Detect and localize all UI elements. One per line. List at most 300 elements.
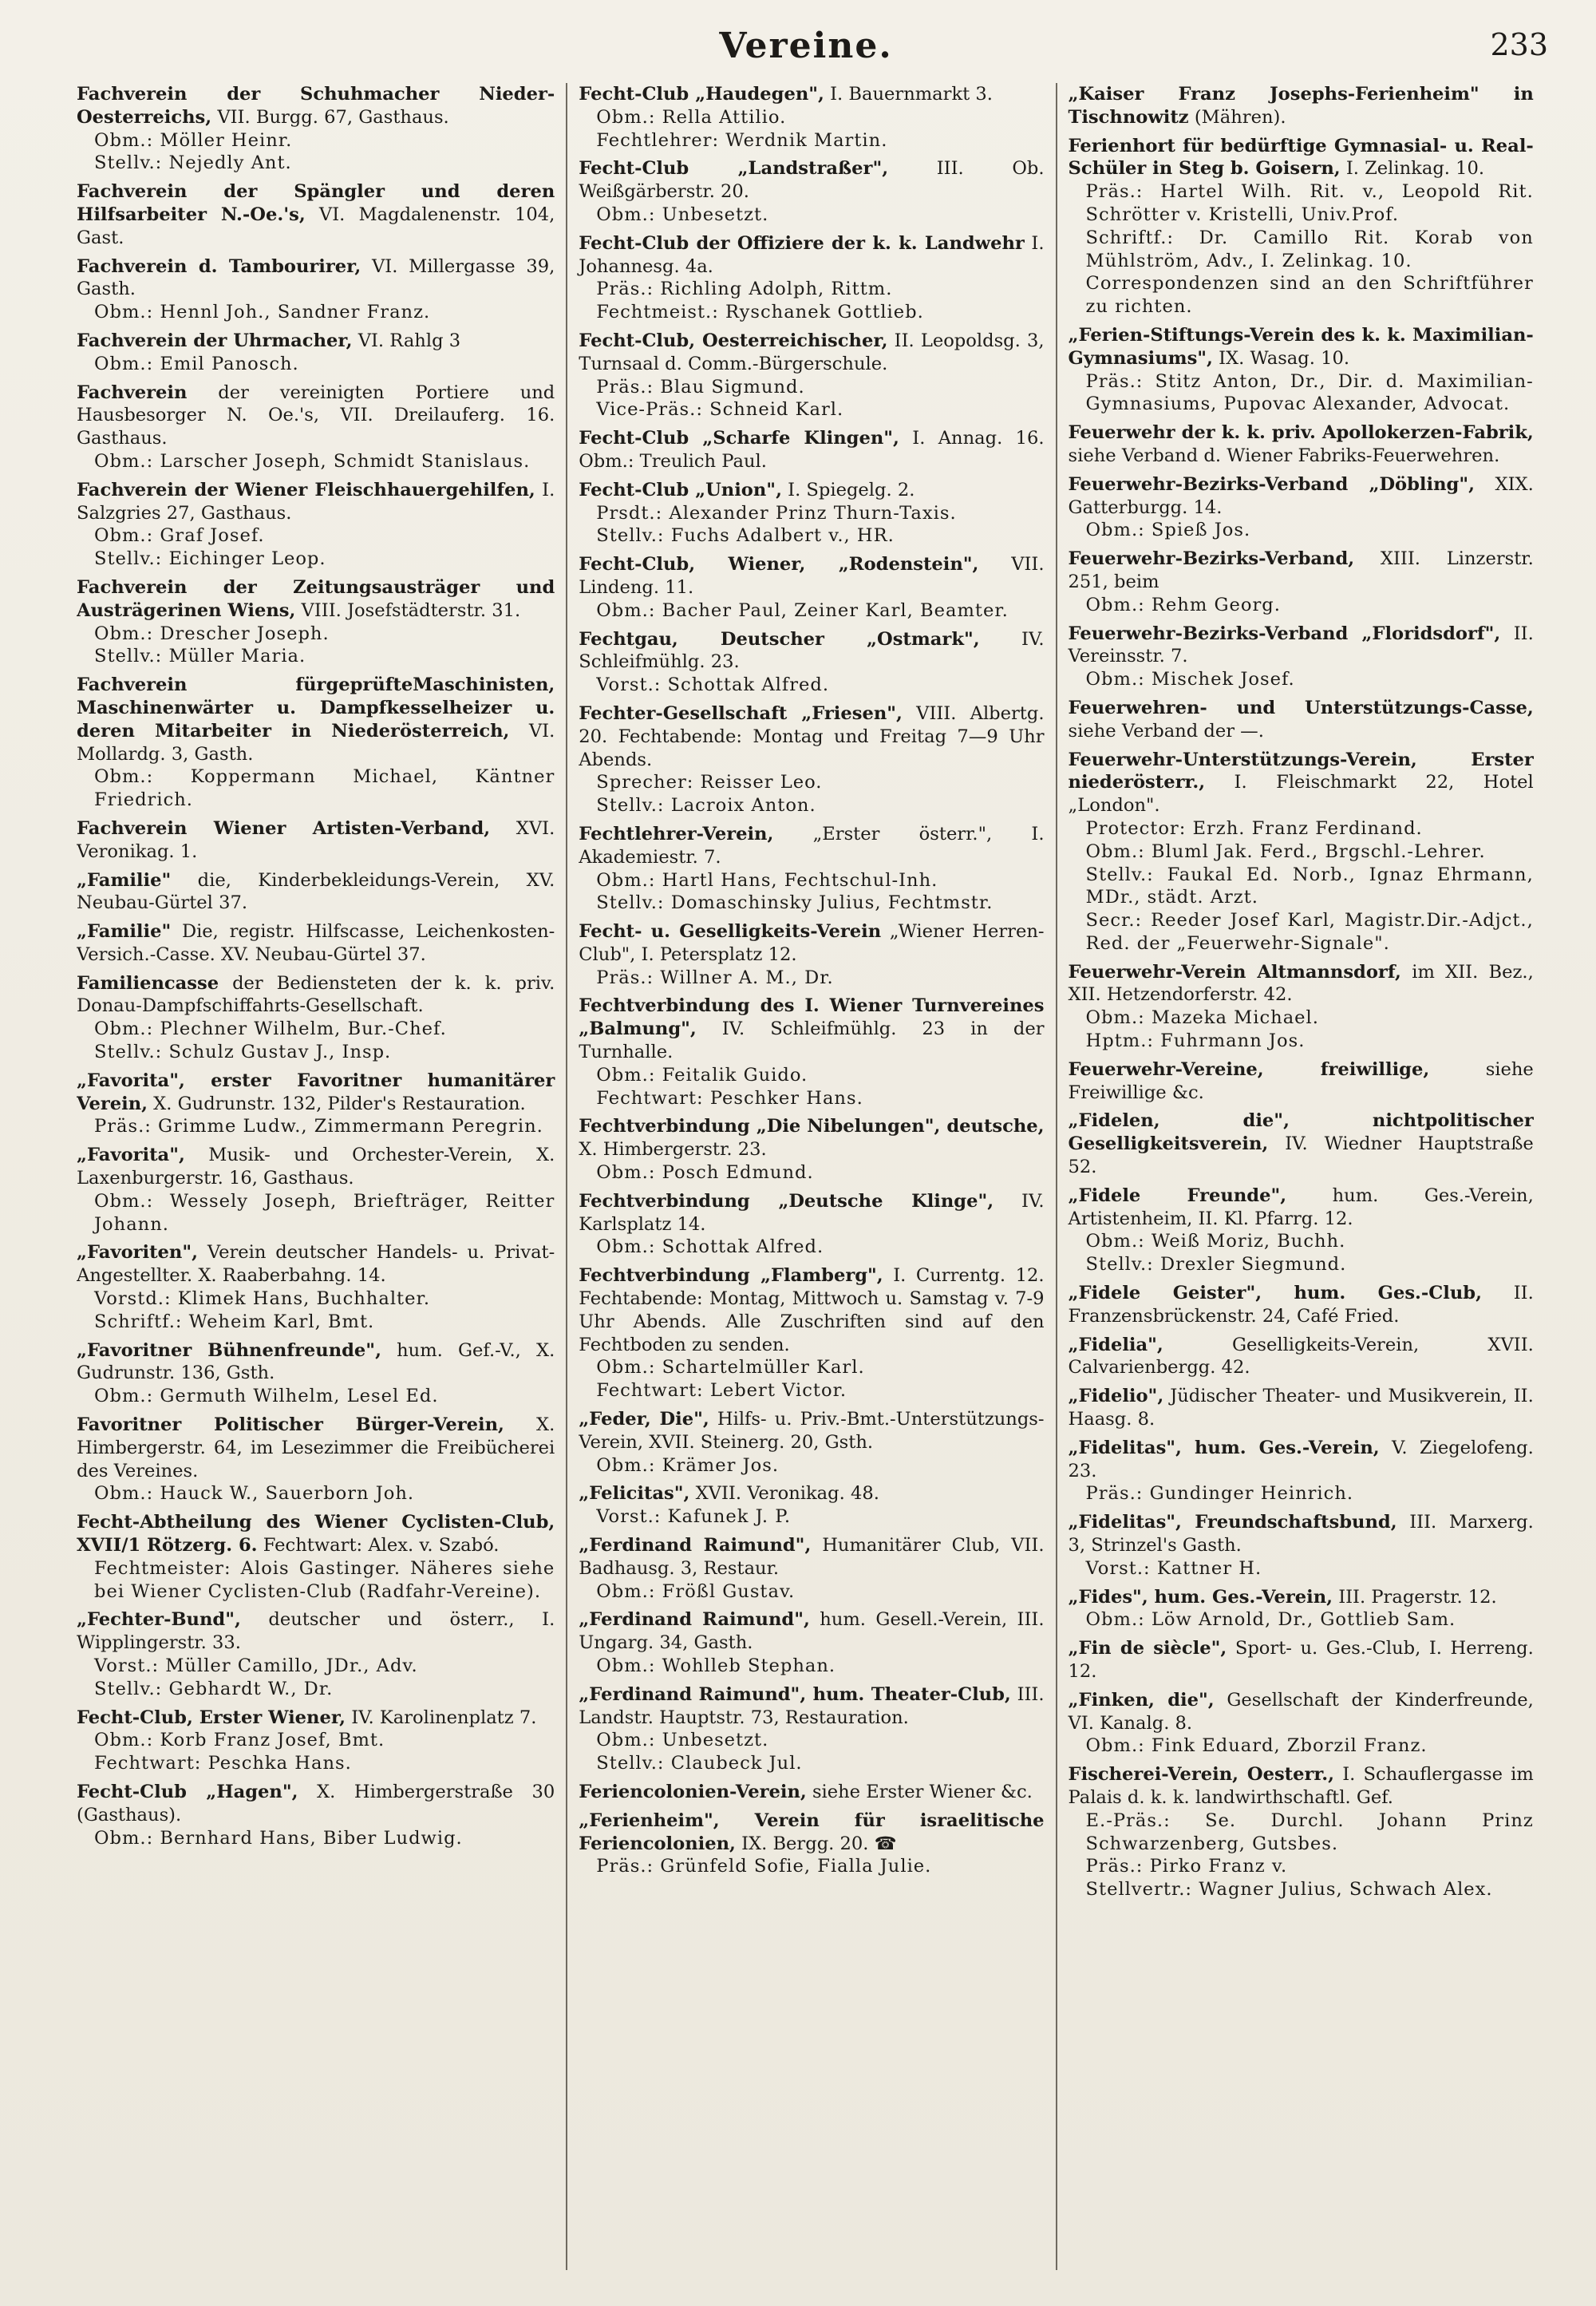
entry-first-line (1069, 421, 1534, 468)
entry-address: siehe Verband d. Wiener Fabriks-Feuerwehren. (1068, 445, 1500, 466)
entry-name: „Favoritner Bühnenfreunde", (77, 1339, 381, 1361)
directory-entry (579, 1781, 1044, 1804)
entry-detail-line: Fechtmeist.: Ryschanek Gottlieb. (596, 302, 924, 323)
entry-name: „Fidelio", (1068, 1386, 1164, 1407)
entry-name: „Fidelia", (1068, 1334, 1163, 1355)
entry-name: „Fin de siècle", (1068, 1638, 1227, 1659)
directory-entry (1069, 135, 1534, 318)
directory-entry (579, 553, 1044, 622)
entry-address: I. Schauflergasse im Palais d. k. k. landwirthschaftl. Gef. (1068, 1764, 1534, 1808)
page-number: 233 (1490, 27, 1548, 62)
entry-name: Fechtlehrer-Verein, (579, 823, 774, 844)
entry-first-line (579, 1810, 1044, 1856)
entry-name: Fachverein fürgeprüfteMaschinisten, Maschinenwärter u. Dampfkesselheizer u. deren Mitarbeiter in Niederösterreich, (77, 674, 555, 742)
directory-entry (579, 995, 1044, 1109)
entry-detail-line: Fechtlehrer: Werdnik Martin. (596, 129, 888, 151)
entry-first-line (1069, 1637, 1534, 1683)
entry-first-line (1069, 1385, 1534, 1431)
directory-entry (77, 1070, 555, 1138)
entry-address: Musik- und Orchester-Verein, X. Laxenburgerstr. 16, Gasthaus. (77, 1145, 555, 1189)
entry-detail-line: Sprecher: Reisser Leo. (596, 772, 823, 793)
directory-entry (77, 869, 555, 916)
entry-name: Fecht-Club „Hagen", (77, 1781, 298, 1802)
entry-address: VI. Rahlg 3 (358, 330, 461, 351)
entry-address: siehe Erster Wiener &c. (812, 1781, 1033, 1802)
entry-detail-line: Stellvertr.: Wagner Julius, Schwach Alex. (1085, 1879, 1493, 1901)
entry-detail-line: Stellv.: Faukal Ed. Norb., Ignaz Ehrmann, MDr., städt. Arzt. (1085, 864, 1534, 908)
entry-address: Fechtwart: Alex. v. Szabó. (263, 1535, 500, 1556)
entry-name: „Felicitas", (579, 1483, 690, 1505)
entry-address: X. Himbergerstr. 64, im Lesezimmer die Freibücherei des Vereines. (77, 1414, 555, 1481)
entry-address: XIX. Gatterburgg. 14. (1068, 473, 1534, 518)
entry-detail-line: Stellv.: Fuchs Adalbert v., HR. (596, 525, 895, 547)
entry-address: VI. Magdalenenstr. 104, Gast. (77, 204, 555, 248)
directory-entry (579, 628, 1044, 697)
entry-name: Fechtverbindung des I. Wiener Turnvereines „Balmung", (579, 995, 1045, 1040)
entry-detail-line: Stellv.: Schulz Gustav J., Insp. (94, 1042, 392, 1063)
entry-first-line (77, 1707, 555, 1730)
entry-first-line (579, 628, 1044, 674)
directory-entry (77, 674, 555, 812)
directory-entry (1069, 1334, 1534, 1380)
column-2 (566, 83, 1055, 2270)
entry-detail-line: Obm.: Löw Arnold, Dr., Gottlieb Sam. (1085, 1609, 1456, 1631)
entry-first-line (579, 702, 1044, 771)
entry-first-line (77, 674, 555, 765)
entry-name: „Familie" (77, 921, 172, 943)
entry-address: Verein deutscher Handels- u. Privat-Angestellter. X. Raaberbahng. 14. (77, 1242, 555, 1287)
directory-entry (77, 180, 555, 249)
entry-first-line (77, 1070, 555, 1116)
entry-address: VII. Lindeng. 11. (579, 554, 1045, 598)
entry-first-line (579, 1408, 1044, 1454)
entry-first-line (579, 920, 1044, 967)
entry-detail-line: Obm.: Unbesetzt. (596, 204, 769, 225)
entry-name: Fechtverbindung „Deutsche Klinge", (579, 1190, 994, 1212)
entry-first-line (77, 330, 555, 353)
directory-entry (1069, 1385, 1534, 1431)
entry-name: Feuerwehr-Unterstützungs-Verein, Erster niederösterr., (1068, 749, 1534, 793)
directory-entry (77, 817, 555, 864)
entry-address: der Bediensteten der k. k. priv. Donau-Dampfschiffahrts-Gesellschaft. (77, 972, 555, 1017)
entry-detail-line: Obm.: Plechner Wilhelm, Bur.-Chef. (94, 1019, 447, 1040)
entry-address: III. Landstr. Hauptstr. 73, Restauration. (579, 1683, 1045, 1728)
entry-first-line (1069, 623, 1534, 669)
entry-first-line (77, 1511, 555, 1557)
entry-first-line (77, 255, 555, 302)
entry-name: „Ferdinand Raimund", hum. Theater-Club, (579, 1683, 1011, 1705)
entry-name: „Ferdinand Raimund", (579, 1535, 812, 1556)
directory-entry (579, 1608, 1044, 1677)
entry-address: I. Annag. 16. Obm.: Treulich Paul. (579, 428, 1045, 472)
entry-detail-line: Obm.: Weiß Moriz, Buchh. (1085, 1231, 1346, 1252)
directory-entry (579, 232, 1044, 324)
directory-entry (1069, 324, 1534, 416)
entry-detail-line: Obm.: Hennl Joh., Sandner Franz. (94, 302, 431, 323)
entry-name: Feriencolonien-Verein, (579, 1781, 807, 1802)
entry-first-line (1069, 961, 1534, 1007)
entry-first-line (579, 232, 1044, 279)
entry-name: „Favoriten", (77, 1242, 198, 1264)
entry-detail-line: Obm.: Möller Heinr. (94, 129, 293, 151)
entry-first-line (579, 479, 1044, 502)
directory-entry (579, 1190, 1044, 1259)
directory-entry (77, 576, 555, 668)
entry-name: Fachverein (77, 382, 188, 403)
entry-name: „Finken, die", (1068, 1689, 1215, 1711)
entry-address: der vereinigten Portiere und Hausbesorger N. Oe.'s, VII. Dreilauferg. 16. Gasthaus. (77, 382, 555, 449)
directory-entry (579, 1534, 1044, 1603)
directory-entry (1069, 473, 1534, 542)
entry-address: Sport- u. Ges.-Club, I. Herreng. 12. (1068, 1638, 1534, 1682)
entry-address: II. Vereinsstr. 7. (1068, 623, 1534, 667)
entry-name: Fecht-Club, Wiener, „Rodenstein", (579, 554, 979, 576)
entry-address: I. Johannesg. 4a. (579, 232, 1045, 277)
entry-first-line (579, 823, 1044, 869)
entry-first-line (77, 479, 555, 525)
entry-detail-line: Präs.: Willner A. M., Dr. (596, 967, 834, 988)
entry-detail-line: Obm.: Schottak Alfred. (596, 1236, 824, 1258)
entry-detail-line: Obm.: Posch Edmund. (596, 1162, 814, 1184)
entry-detail-line: Präs.: Pirko Franz v. (1085, 1856, 1288, 1877)
entry-address: siehe Verband der —. (1068, 720, 1264, 742)
entry-detail-line: Schriftf.: Dr. Camillo Rit. Korab von Mühlström, Adv., I. Zelinkag. 10. (1085, 227, 1534, 271)
entry-first-line (77, 1781, 555, 1827)
directory-entry (579, 1264, 1044, 1402)
entry-detail-line: Präs.: Blau Sigmund. (596, 376, 805, 398)
entry-first-line (579, 1264, 1044, 1356)
directory-entry (77, 1339, 555, 1408)
entry-detail-line: Präs.: Grünfeld Sofie, Fialla Julie. (596, 1856, 932, 1877)
directory-entry (1069, 1637, 1534, 1683)
entry-address: hum. Gef.-V., X. Gudrunstr. 136, Gsth. (77, 1339, 555, 1384)
directory-entry (579, 1482, 1044, 1529)
entry-name: „Kaiser Franz Josephs-Ferienheim" in Tischnowitz (1068, 84, 1534, 128)
directory-entry (579, 1810, 1044, 1878)
entry-detail-line: Präs.: Gundinger Heinrich. (1085, 1483, 1354, 1505)
entry-detail-line: Obm.: Korb Franz Josef, Bmt. (94, 1730, 385, 1751)
entry-first-line (77, 920, 555, 967)
entry-address: „Erster österr.", I. Akademiestr. 7. (579, 823, 1045, 868)
entry-name: „Ferien-Stiftungs-Verein des k. k. Maximilian-Gymnasiums", (1068, 324, 1534, 369)
entry-address: VI. Mollardg. 3, Gasth. (77, 720, 555, 765)
entry-first-line (579, 1781, 1044, 1804)
entry-address: IV. Schleifmühlg. 23. (579, 628, 1045, 673)
entry-detail-line: Stellv.: Gebhardt W., Dr. (94, 1678, 334, 1699)
entry-name: Fechtverbindung „Die Nibelungen", deutsche, (579, 1116, 1045, 1137)
entry-first-line (77, 1339, 555, 1386)
entry-name: Feuerwehr-Verein Altmannsdorf, (1068, 961, 1401, 983)
directory-entry (77, 479, 555, 571)
entry-address: VI. Millergasse 39, Gasth. (77, 255, 555, 300)
entry-first-line (1069, 1185, 1534, 1231)
entry-address: X. Gudrunstr. 132, Pilder's Restauration. (153, 1093, 526, 1114)
entry-first-line (77, 817, 555, 864)
entry-detail-line: Stellv.: Lacroix Anton. (596, 795, 816, 817)
directory-entry (1069, 749, 1534, 955)
entry-detail-line: Präs.: Stitz Anton, Dr., Dir. d. Maximilian-Gymnasiums, Pupovac Alexander, Advocat. (1085, 370, 1534, 415)
entry-first-line (77, 83, 555, 129)
entry-first-line (1069, 324, 1534, 370)
entry-name: Fischerei-Verein, Oesterr., (1068, 1764, 1334, 1786)
entry-first-line (579, 1608, 1044, 1655)
entry-name: Fechter-Gesellschaft „Friesen", (579, 702, 903, 724)
entry-detail-line: Obm.: Drescher Joseph. (94, 623, 330, 644)
entry-address: IX. Wasag. 10. (1219, 347, 1350, 369)
entry-detail-line: Obm.: Germuth Wilhelm, Lesel Ed. (94, 1386, 439, 1407)
entry-name: Fachverein der Spängler und deren Hilfsarbeiter N.-Oe.'s, (77, 181, 555, 225)
directory-entry (77, 1241, 555, 1333)
entry-detail-line: Obm.: Rehm Georg. (1085, 594, 1281, 615)
entry-detail-line: Obm.: Koppermann Michael, Käntner Friedrich. (94, 766, 555, 811)
entry-name: „Feder, Die", (579, 1409, 709, 1430)
entry-first-line (1069, 1689, 1534, 1735)
entry-name: „Fidelitas", Freundschaftsbund, (1068, 1512, 1397, 1533)
directory-entry (579, 427, 1044, 473)
entry-detail-line: Präs.: Richling Adolph, Rittm. (596, 279, 893, 300)
directory-entry (77, 972, 555, 1064)
entry-first-line (579, 995, 1044, 1063)
directory-entry (579, 83, 1044, 152)
entry-address: I. Bauernmarkt 3. (830, 84, 993, 105)
entry-detail-line: Obm.: Frößl Gustav. (596, 1580, 796, 1602)
entry-first-line (77, 1241, 555, 1287)
directory-entry (579, 920, 1044, 989)
directory-entry (1069, 1689, 1534, 1758)
entry-first-line (1069, 1437, 1534, 1483)
entry-address: XIII. Linzerstr. 251, beim (1068, 548, 1534, 592)
directory-entry (77, 1608, 555, 1700)
entry-detail-line: Obm.: Wohlleb Stephan. (596, 1655, 836, 1676)
entry-detail-line: Stellv.: Domaschinsky Julius, Fechtmstr. (596, 892, 994, 914)
entry-first-line (77, 1144, 555, 1190)
entry-first-line (579, 330, 1044, 376)
entry-address: Die, registr. Hilfscasse, Leichenkosten-Versich.-Casse. XV. Neubau-Gürtel 37. (77, 921, 555, 965)
entry-detail-line: Obm.: Graf Josef. (94, 525, 265, 547)
entry-detail-line: Schriftf.: Weheim Karl, Bmt. (94, 1311, 375, 1332)
directory-entry (1069, 623, 1534, 691)
entry-name: „Fidele Freunde", (1068, 1185, 1287, 1206)
directory-entry (77, 382, 555, 473)
entry-address: I. Spiegelg. 2. (788, 479, 915, 500)
directory-entry (1069, 83, 1534, 129)
column-1 (77, 83, 566, 2270)
entry-name: Fechtverbindung „Flamberg", (579, 1265, 883, 1287)
directory-entry (1069, 1511, 1534, 1580)
entry-name: Feuerwehr-Bezirks-Verband „Döbling", (1068, 473, 1475, 495)
entry-first-line (77, 382, 555, 450)
entry-first-line (1069, 697, 1534, 743)
entry-detail-line: Vorstd.: Klimek Hans, Buchhalter. (94, 1288, 430, 1310)
entry-address: IV. Wiedner Hauptstraße 52. (1068, 1133, 1534, 1178)
entry-address: X. Himbergerstraße 30 (Gasthaus). (77, 1781, 555, 1825)
entry-detail-line: Stellv.: Nejedly Ant. (94, 152, 292, 174)
entry-detail-line: Obm.: Wessely Joseph, Briefträger, Reitter Johann. (94, 1190, 555, 1235)
entry-name: Fecht-Club, Oesterreichischer, (579, 330, 888, 351)
entry-first-line (1069, 135, 1534, 181)
entry-name: Ferienhort für bedürftige Gymnasial- u. Real-Schüler in Steg b. Goisern, (1068, 135, 1534, 180)
entry-address: hum. Gesell.-Verein, III. Ungarg. 34, Gasth. (579, 1609, 1045, 1654)
entry-name: Fecht-Club, Erster Wiener, (77, 1707, 346, 1728)
entry-detail-line: Stellv.: Eichinger Leop. (94, 548, 326, 570)
entry-first-line (1069, 1109, 1534, 1178)
entry-name: „Ferdinand Raimund", (579, 1609, 810, 1631)
directory-entry (1069, 1586, 1534, 1632)
entry-first-line (579, 157, 1044, 204)
entry-name: Fecht-Abtheilung des Wiener Cyclisten-Club, XVII/1 Rötzerg. 6. (77, 1512, 555, 1556)
entry-first-line (77, 576, 555, 623)
directory-entry (1069, 1109, 1534, 1178)
entry-detail-line: Obm.: Mischek Josef. (1085, 669, 1295, 690)
entry-address: II. Leopoldsg. 3, Turnsaal d. Comm.-Bürgerschule. (579, 330, 1045, 374)
directory-entry (1069, 1282, 1534, 1328)
directory-entry (1069, 961, 1534, 1053)
directory-entry (77, 255, 555, 324)
entry-address: hum. Ges.-Verein, Artistenheim, II. Kl. Pfarrg. 12. (1068, 1185, 1534, 1229)
entry-detail-line: Obm.: Krämer Jos. (596, 1454, 780, 1476)
directory-entry (579, 157, 1044, 226)
entry-name: Feuerwehren- und Unterstützungs-Casse, (1068, 697, 1534, 718)
entry-address: V. Ziegelofeng. 23. (1068, 1437, 1534, 1481)
entry-name: Feuerwehr-Vereine, freiwillige, (1068, 1058, 1430, 1080)
directory-entry (77, 1414, 555, 1505)
entry-name: „Fidelitas", hum. Ges.-Verein, (1068, 1437, 1380, 1458)
entry-detail-line: Fechtmeister: Alois Gastinger. Näheres siehe bei Wiener Cyclisten-Club (Radfahr-Vereine). (94, 1557, 555, 1602)
entry-detail-line: Obm.: Rella Attilio. (596, 106, 787, 128)
entry-name: „Fechter-Bund", (77, 1609, 241, 1631)
entry-detail-line: Obm.: Hauck W., Sauerborn Joh. (94, 1483, 415, 1505)
directory-entry (579, 1683, 1044, 1775)
entry-first-line (1069, 749, 1534, 817)
directory-entry (579, 330, 1044, 421)
entry-first-line (579, 1683, 1044, 1730)
column-3 (1056, 83, 1545, 2270)
entry-first-line (1069, 1586, 1534, 1609)
entry-address: IV. Schleifmühlg. 23 in der Turnhalle. (579, 1019, 1045, 1063)
entry-detail-line: Protector: Erzh. Franz Ferdinand. (1085, 817, 1423, 839)
directory-entry (1069, 1763, 1534, 1901)
entry-detail-line: Obm.: Unbesetzt. (596, 1730, 769, 1751)
entry-first-line (1069, 1058, 1534, 1105)
entry-first-line (77, 972, 555, 1019)
directory-entry (1069, 1437, 1534, 1505)
directory-entry (77, 1707, 555, 1775)
entry-detail-line: Obm.: Feitalik Guido. (596, 1064, 808, 1086)
entry-address: im XII. Bez., XII. Hetzendorferstr. 42. (1068, 961, 1534, 1006)
entry-name: „Favorita", (77, 1145, 185, 1166)
entry-address: deutscher und österr., I. Wipplingerstr. 33. (77, 1609, 555, 1654)
entry-address: I. Currentg. 12. Fechtabende: Montag, Mittwoch u. Samstag v. 7-9 Uhr Abends. Alle Zuschriften sind auf den Fechtboden zu senden. (579, 1265, 1045, 1355)
entry-detail-line: Fechtwart: Peschka Hans. (94, 1753, 352, 1774)
columns (77, 83, 1545, 2270)
entry-address: III. Ob. Weißgärberstr. 20. (579, 158, 1045, 203)
entry-address: IX. Bergg. 20. ☎ (741, 1833, 897, 1854)
entry-address: XVII. Veronikag. 48. (695, 1483, 879, 1505)
entry-first-line (579, 1115, 1044, 1161)
entry-first-line (579, 83, 1044, 106)
entry-name: Familiencasse (77, 972, 219, 994)
entry-address: Hilfs- u. Priv.-Bmt.-Unterstützungs-Verein, XVII. Steinerg. 20, Gsth. (579, 1409, 1045, 1453)
entry-name: Fachverein d. Tambourirer, (77, 255, 361, 277)
entry-detail-line: Präs.: Hartel Wilh. Rit. v., Leopold Rit. Schrötter v. Kristelli, Univ.Prof. (1085, 181, 1534, 225)
directory-entry (77, 920, 555, 967)
page-header (64, 22, 1548, 78)
entry-first-line (579, 1190, 1044, 1236)
entry-address: IV. Karolinenplatz 7. (351, 1707, 537, 1728)
entry-name: Fachverein der Zeitungsausträger und Austrägerinen Wiens, (77, 576, 555, 621)
entry-name: Feuerwehr-Bezirks-Verband, (1068, 548, 1355, 570)
directory-entry (77, 330, 555, 376)
entry-detail-line: Obm.: Bluml Jak. Ferd., Brgschl.-Lehrer. (1085, 841, 1486, 862)
directory-entry (77, 1511, 555, 1603)
entry-first-line (1069, 473, 1534, 520)
directory-entry (1069, 1058, 1534, 1105)
entry-name: Feuerwehr der k. k. priv. Apollokerzen-Fabrik, (1068, 422, 1534, 444)
entry-first-line (77, 1608, 555, 1655)
entry-name: Fechtgau, Deutscher „Ostmark", (579, 628, 980, 650)
entry-name: „Fidele Geister", hum. Ges.-Club, (1068, 1283, 1482, 1304)
entry-detail-line: Präs.: Grimme Ludw., Zimmermann Peregrin. (94, 1116, 543, 1137)
entry-address: Humanitärer Club, VII. Badhausg. 3, Restaur. (579, 1535, 1045, 1579)
entry-name: Fecht-Club der Offiziere der k. k. Landwehr (579, 232, 1025, 254)
entry-address: VIII. Albertg. 20. Fechtabende: Montag und Freitag 7—9 Uhr Abends. (579, 702, 1045, 770)
entry-first-line (579, 427, 1044, 473)
directory-entry (579, 1408, 1044, 1477)
entry-address: X. Himbergerstr. 23. (579, 1139, 767, 1161)
entry-detail-line: Stellv.: Claubeck Jul. (596, 1753, 803, 1774)
entry-address: I. Salzgries 27, Gasthaus. (77, 479, 555, 524)
entry-address: III. Marxerg. 3, Strinzel's Gasth. (1068, 1512, 1534, 1556)
directory-entry (579, 1115, 1044, 1184)
directory-entry (579, 479, 1044, 548)
entry-detail-line: Vorst.: Schottak Alfred. (596, 674, 830, 696)
entry-detail-line: Vice-Präs.: Schneid Karl. (596, 399, 844, 421)
directory-entry (77, 1781, 555, 1849)
entry-address: Gesellschaft der Kinderfreunde, VI. Kanalg. 8. (1068, 1689, 1534, 1734)
entry-detail-line: Obm.: Bernhard Hans, Biber Ludwig. (94, 1827, 463, 1849)
entry-detail-line: Prsdt.: Alexander Prinz Thurn-Taxis. (596, 502, 957, 524)
entry-detail-line: Vorst.: Kattner H. (1085, 1557, 1262, 1579)
entry-detail-line: Correspondenzen sind an den Schriftführer zu richten. (1085, 273, 1534, 318)
entry-name: Fecht-Club „Haudegen", (579, 84, 824, 105)
entry-detail-line: Obm.: Schartelmüller Karl. (596, 1357, 865, 1378)
entry-address: I. Fleischmarkt 22, Hotel „London". (1068, 772, 1534, 817)
entry-first-line (1069, 1511, 1534, 1557)
entry-address: IV. Karlsplatz 14. (579, 1190, 1045, 1235)
entry-first-line (579, 1482, 1044, 1505)
directory-entry (77, 83, 555, 175)
entry-detail-line: Stellv.: Müller Maria. (94, 646, 306, 667)
entry-name: Fachverein der Uhrmacher, (77, 330, 353, 351)
page-title: Vereine. (719, 26, 893, 66)
entry-name: Fecht-Club „Scharfe Klingen", (579, 428, 899, 449)
directory-entry (579, 702, 1044, 817)
entry-first-line (579, 1534, 1044, 1580)
entry-name: Fecht-Club „Union", (579, 479, 782, 500)
entry-address: siehe Freiwillige &c. (1068, 1058, 1534, 1103)
entry-detail-line: Obm.: Spieß Jos. (1085, 520, 1251, 541)
entry-address: Jüdischer Theater- und Musikverein, II. Haasg. 8. (1068, 1386, 1534, 1430)
entry-address: VIII. Josefstädterstr. 31. (301, 599, 521, 621)
directory-entry (1069, 421, 1534, 468)
entry-detail-line: Obm.: Bacher Paul, Zeiner Karl, Beamter. (596, 599, 1009, 621)
entry-first-line (1069, 1282, 1534, 1328)
entry-name: Fecht- u. Geselligkeits-Verein (579, 921, 882, 943)
entry-detail-line: Obm.: Hartl Hans, Fechtschul-Inh. (596, 869, 938, 891)
directory-entry (1069, 548, 1534, 616)
entry-first-line (77, 869, 555, 916)
entry-first-line (77, 180, 555, 249)
